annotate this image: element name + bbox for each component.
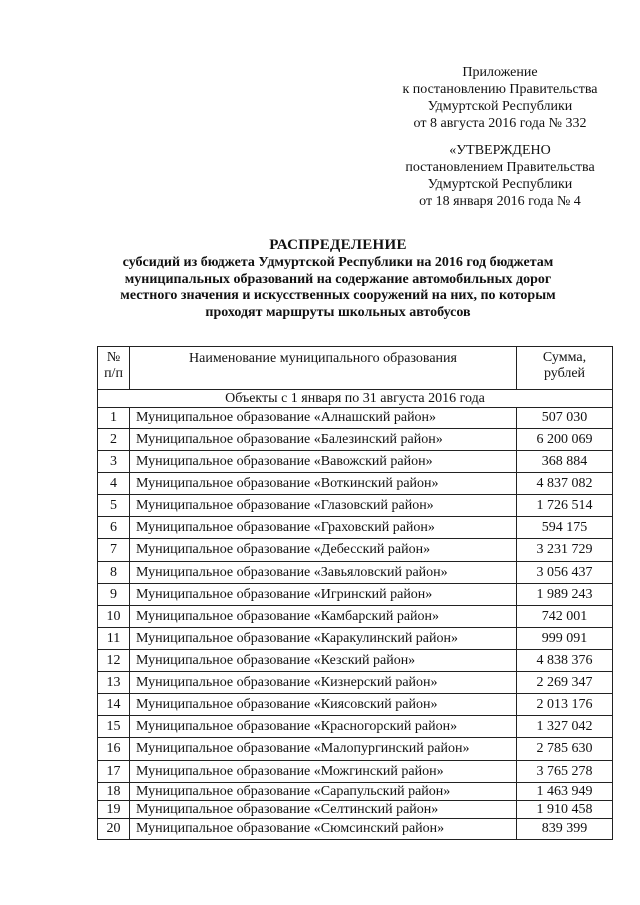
row-number: 11 (98, 628, 130, 650)
table-row (98, 473, 613, 495)
municipality-name: Муниципальное образование «Вавожский район» (130, 451, 517, 473)
municipality-name: Муниципальное образование «Воткинский район» (130, 473, 517, 495)
appendix-line: от 8 августа 2016 года № 332 (413, 116, 587, 131)
row-number: 16 (98, 738, 130, 761)
table-row (98, 584, 613, 606)
row-number: 18 (98, 783, 130, 801)
header-sum-line: рублей (543, 366, 586, 381)
row-number: 4 (98, 473, 130, 495)
document-subtitle-line: местного значения и искусственных сооружений на них, по которым (120, 288, 556, 303)
municipality-name: Муниципальное образование «Балезинский район» (130, 429, 517, 451)
municipality-name: Муниципальное образование «Граховский район» (130, 517, 517, 539)
municipality-name: Муниципальное образование «Селтинский район» (130, 801, 517, 819)
document-subtitle-line: муниципальных образований на содержание автомобильных дорог (124, 271, 552, 287)
municipality-name: Муниципальное образование «Кезский район» (130, 650, 517, 672)
table-row (98, 408, 613, 429)
subsidy-amount: 2 269 347 (517, 672, 613, 694)
subsidy-amount: 6 200 069 (517, 429, 613, 451)
municipality-name: Муниципальное образование «Сюмсинский район» (130, 819, 517, 840)
appendix-line: к постановлению Правительства (402, 82, 598, 97)
row-number: 17 (98, 761, 130, 783)
subsidy-amount: 1 989 243 (517, 584, 613, 606)
table-row (98, 606, 613, 628)
table-row (98, 562, 613, 584)
row-number: 7 (98, 539, 130, 562)
subsidy-amount: 3 231 729 (517, 539, 613, 562)
subsidy-amount: 4 837 082 (517, 473, 613, 495)
period-row (98, 390, 613, 408)
municipality-name: Муниципальное образование «Глазовский район» (130, 495, 517, 517)
subsidy-amount: 1 327 042 (517, 716, 613, 738)
subsidy-amount: 2 013 176 (517, 694, 613, 716)
municipality-name: Муниципальное образование «Каракулинский район» (130, 628, 517, 650)
table-row (98, 783, 613, 801)
subsidy-amount: 999 091 (517, 628, 613, 650)
row-number: 19 (98, 801, 130, 819)
approved-line: «УТВЕРЖДЕНО (449, 143, 551, 158)
row-number: 12 (98, 650, 130, 672)
table-row (98, 650, 613, 672)
subsidy-amount: 4 838 376 (517, 650, 613, 672)
row-number: 1 (98, 408, 130, 429)
header-num-line: № (106, 350, 121, 365)
row-number: 20 (98, 819, 130, 840)
appendix-line: Удмуртской Республики (427, 99, 573, 114)
row-number: 3 (98, 451, 130, 473)
municipality-name: Муниципальное образование «Завьяловский район» (130, 562, 517, 584)
table-row (98, 451, 613, 473)
column-header-sum (517, 347, 613, 390)
row-number: 10 (98, 606, 130, 628)
subsidy-amount: 507 030 (517, 408, 613, 429)
table-row (98, 495, 613, 517)
municipality-name: Муниципальное образование «Сарапульский район» (130, 783, 517, 801)
table-row (98, 801, 613, 819)
municipality-name: Муниципальное образование «Киясовский район» (130, 694, 517, 716)
document-title-block (88, 236, 588, 321)
document-title: РАСПРЕДЕЛЕНИЕ (269, 237, 407, 253)
subsidy-distribution-table (97, 346, 613, 840)
approval-stamp-text (400, 142, 600, 210)
municipality-name: Муниципальное образование «Дебесский район» (130, 539, 517, 562)
subsidy-amount: 1 726 514 (517, 495, 613, 517)
subsidy-amount: 3 056 437 (517, 562, 613, 584)
subsidy-amount: 839 399 (517, 819, 613, 840)
column-header-name: Наименование муниципального образования (130, 347, 517, 390)
subsidy-amount: 368 884 (517, 451, 613, 473)
row-number: 6 (98, 517, 130, 539)
table-row (98, 819, 613, 840)
table-row (98, 672, 613, 694)
subsidy-amount: 2 785 630 (517, 738, 613, 761)
column-header-number (98, 347, 130, 390)
subsidy-amount: 1 463 949 (517, 783, 613, 801)
table-row (98, 761, 613, 783)
row-number: 9 (98, 584, 130, 606)
subsidy-amount: 594 175 (517, 517, 613, 539)
municipality-name: Муниципальное образование «Кизнерский район» (130, 672, 517, 694)
table-row (98, 628, 613, 650)
appendix-header (400, 64, 600, 132)
municipality-name: Муниципальное образование «Игринский район» (130, 584, 517, 606)
municipality-name: Муниципальное образование «Алнашский район» (130, 408, 517, 429)
table-row (98, 539, 613, 562)
approved-line: от 18 января 2016 года № 4 (419, 194, 581, 209)
row-number: 2 (98, 429, 130, 451)
municipality-name: Муниципальное образование «Камбарский район» (130, 606, 517, 628)
document-subtitle-line: проходят маршруты школьных автобусов (205, 304, 471, 320)
table-row (98, 517, 613, 539)
municipality-name: Муниципальное образование «Можгинский район» (130, 761, 517, 783)
subsidy-amount: 742 001 (517, 606, 613, 628)
period-label: Объекты с 1 января по 31 августа 2016 года (98, 390, 613, 408)
row-number: 5 (98, 495, 130, 517)
row-number: 13 (98, 672, 130, 694)
appendix-line: Приложение (462, 65, 538, 80)
header-num-line: п/п (104, 366, 123, 381)
table-row (98, 429, 613, 451)
header-sum-line: Сумма, (542, 350, 587, 365)
approved-line: постановлением Правительства (405, 160, 595, 175)
table-header-row (98, 347, 613, 390)
row-number: 14 (98, 694, 130, 716)
row-number: 8 (98, 562, 130, 584)
table-row (98, 738, 613, 761)
table-row (98, 694, 613, 716)
document-subtitle-line: субсидий из бюджета Удмуртской Республики на 2016 год бюджетам (122, 255, 554, 270)
municipality-name: Муниципальное образование «Красногорский район» (130, 716, 517, 738)
table-row (98, 716, 613, 738)
municipality-name: Муниципальное образование «Малопургинский район» (130, 738, 517, 761)
subsidy-amount: 1 910 458 (517, 801, 613, 819)
table-body (98, 390, 613, 840)
row-number: 15 (98, 716, 130, 738)
subsidy-amount: 3 765 278 (517, 761, 613, 783)
approved-line: Удмуртской Республики (427, 177, 573, 192)
